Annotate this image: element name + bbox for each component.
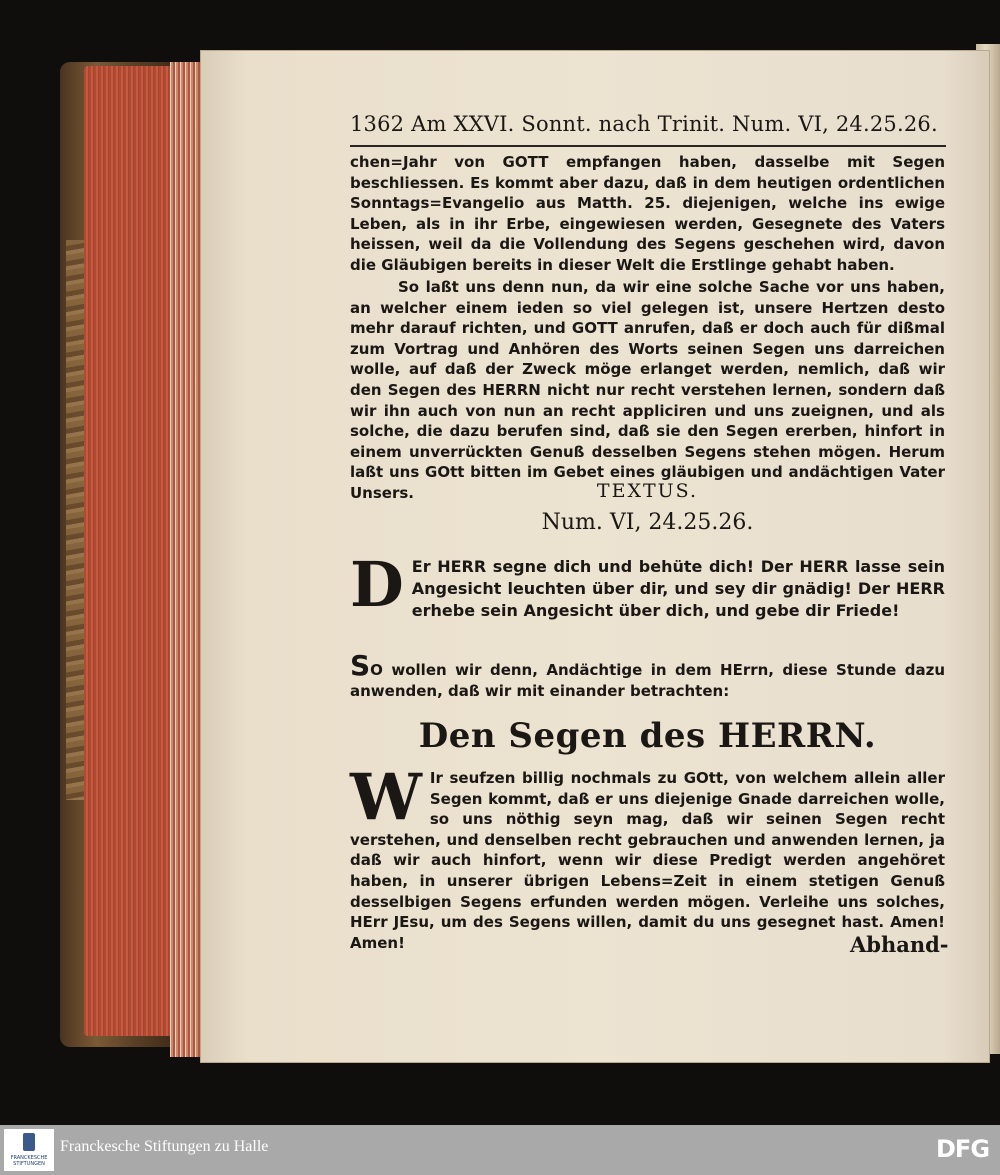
dfg-logo[interactable]: DFG bbox=[936, 1135, 990, 1163]
sermon-heading: Den Segen des HERRN. bbox=[418, 716, 877, 756]
prayer-text: Ir seufzen billig nochmals zu GOtt, von welchem allein aller Segen kommt, daß er uns diejenige Gnade darreichen wolle, so uns nöthig seyn mag, daß wir seinen Segen recht verstehen, und denselben recht gebrauchen und anwenden lernen, ja daß wir auch hinfort, wenn wir diese Predigt werden angehöret haben, in unserer übrigen Lebens=Zeit in einem stetigen Genuß desselbigen Segens erfunden werden mögen. Verleihe uns solches, HErr JEsu, um des Segens willen, damit du uns gesegnet hast. Amen! Amen! bbox=[350, 769, 945, 952]
running-header: 1362 Am XXVI. Sonnt. nach Trinit. Num. VI, 24.25.26. bbox=[350, 112, 938, 136]
catchword: Abhand- bbox=[850, 932, 949, 957]
intro-paragraph bbox=[350, 649, 945, 701]
page-edges bbox=[170, 62, 204, 1057]
bible-text: Er HERR segne dich und behüte dich! Der HERR lasse sein Angesicht leuchten über dir, und sey dir gnädig! Der HERR erhebe sein Angesicht über dich, und gebe dir Friede! bbox=[411, 557, 945, 620]
textus-reference: Num. VI, 24.25.26. bbox=[541, 510, 754, 535]
franckesche-logo[interactable] bbox=[4, 1129, 54, 1171]
red-page-edges bbox=[84, 66, 174, 1036]
paragraph-2: So laßt uns denn nun, da wir eine solche Sache vor uns haben, an welcher einem ieden so viel gelegen ist, unsere Hertzen desto mehr darauf richten, und GOTT anrufen, daß er doch auch für dißmal zum Vortrag und Anhören des Worts seinen Segen uns darreichen wolle, auf daß der Zweck möge erlanget werden, nemlich, daß wir den Segen des HERRN nicht nur recht verstehen lernen, sondern daß wir ihn auch von nun an recht appliciren und uns zueignen, und als solche, die dazu berufen sind, daß sie den Segen ererben, hinfort in einem unverrückten Genuß desselben Segens stehen mögen. Herum laßt uns GOtt bitten im Gebet eines gläubigen und andächtigen Vater Unsers. bbox=[350, 278, 945, 502]
textus-title: TEXTUS. bbox=[596, 480, 699, 502]
prayer-dropcap: W bbox=[350, 760, 422, 835]
bible-verse bbox=[350, 548, 945, 622]
header-rule bbox=[350, 145, 946, 147]
bible-dropcap: D bbox=[350, 548, 404, 621]
intro-dropcap: S bbox=[350, 649, 371, 682]
logo-text: FRANCKESCHE STIFTUNGEN bbox=[10, 1155, 48, 1167]
building-icon bbox=[23, 1133, 35, 1151]
paragraph-1: chen=Jahr von GOTT empfangen haben, dasselbe mit Segen beschliessen. Es kommt aber dazu, daß in dem heutigen ordentlichen Sonntags=Evangelio aus Matth. 25. diejenigen, welche ins ewige Leben, als in ihr Erbe, eingewiesen werden, Gesegnete des Vaters heissen, weil da die Vollendung des Segens geschehen wird, davon die Gläubigen bereits in dieser Welt die Erstlinge gehabt haben. bbox=[350, 153, 945, 274]
prayer-paragraph bbox=[350, 760, 945, 953]
viewer-footer bbox=[0, 1125, 1000, 1175]
institution-name: Franckesche Stiftungen zu Halle bbox=[60, 1138, 269, 1155]
intro-text: O wollen wir denn, Andächtige in dem HErrn, diese Stunde dazu anwenden, daß wir mit einander betrachten: bbox=[350, 661, 945, 700]
